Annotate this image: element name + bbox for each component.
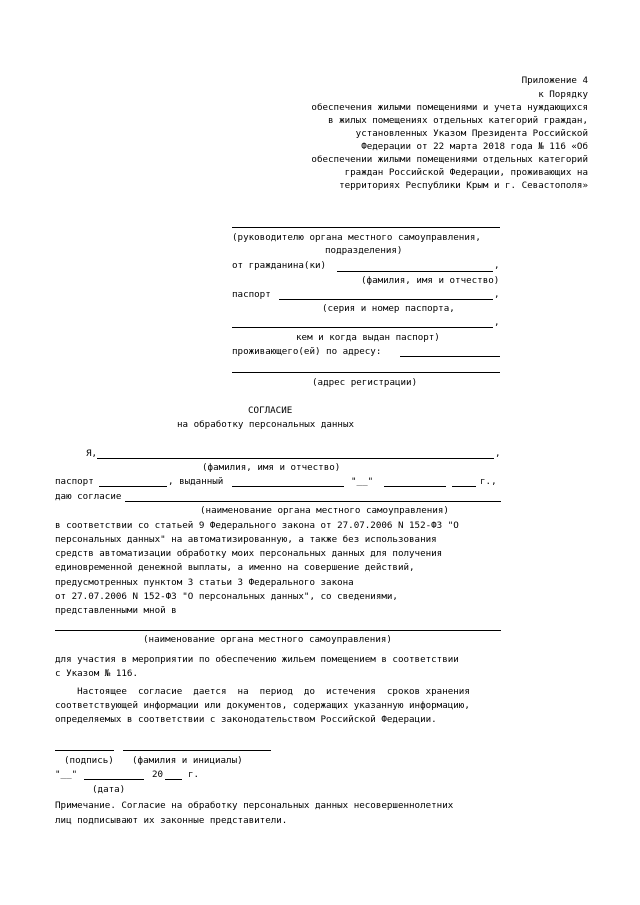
date-caption: (дата) [92, 784, 126, 795]
full-name-field[interactable] [97, 458, 494, 459]
fio-caption: (фамилия, имя и отчество) [361, 275, 500, 286]
comma: , [494, 260, 500, 271]
from-citizen-label: от гражданина(ки) [232, 260, 327, 271]
body-passport-label: паспорт [55, 476, 94, 487]
appendix-line: граждан Российской Федерации, проживающих на [344, 167, 588, 178]
body-line: представленными мной в [55, 605, 177, 616]
sign-day-field[interactable]: "__" [55, 769, 78, 780]
body-line: средств автоматизации обработку моих персональных данных для получения [55, 548, 443, 559]
appendix-line: обеспечении жилыми помещениями отдельных категорий [311, 154, 588, 165]
sign-month-field[interactable] [84, 779, 144, 780]
address-field[interactable] [400, 356, 500, 357]
signature-field[interactable] [55, 750, 114, 751]
issued-label: , выданный [168, 476, 224, 487]
body-line: определяемых в соответствии с законодательством Российской Федерации. [55, 714, 437, 725]
year-suffix: г., [480, 476, 497, 487]
comma: , [495, 448, 501, 459]
name-caption: (фамилия и инициалы) [132, 755, 243, 766]
passport-field[interactable] [279, 299, 493, 300]
body-line: в соответствии со статьей 9 Федерального закона от 27.07.2006 N 152-ФЗ "О [55, 520, 459, 531]
body-line: от 27.07.2006 N 152-ФЗ "О персональных данных", со сведениями, [55, 591, 398, 602]
org-caption: (наименование органа местного самоуправления) [200, 505, 449, 516]
address-field-2[interactable] [232, 372, 500, 373]
appendix-line: установленных Указом Президента Российской [355, 128, 588, 139]
body-fio-caption: (фамилия, имя и отчество) [202, 462, 341, 473]
body-line: предусмотренных пунктом 3 статьи 3 Федерального закона [55, 577, 354, 588]
head-caption-2: подразделения) [325, 245, 403, 256]
appendix-line: в жилых помещениях отдельных категорий граждан, [328, 115, 588, 126]
issued-by-field[interactable] [232, 486, 344, 487]
appendix-line: территориях Республики Крым и г. Севастополя» [339, 180, 588, 191]
consent-label: даю согласие [55, 491, 122, 502]
address-label: проживающего(ей) по адресу: [232, 346, 382, 357]
issued-caption: кем и когда выдан паспорт) [296, 332, 440, 343]
body-passport-field[interactable] [99, 486, 167, 487]
issue-day-field[interactable]: "__" [351, 476, 374, 487]
passport-issued-field[interactable] [232, 327, 493, 328]
issue-month-field[interactable] [384, 486, 446, 487]
passport-caption: (серия и номер паспорта, [322, 303, 455, 314]
body-line: с Указом № 116. [55, 668, 138, 679]
issue-year-field[interactable] [452, 486, 476, 487]
head-caption: (руководителю органа местного самоуправления, [232, 232, 481, 243]
sign-year-suffix: г. [188, 769, 200, 780]
appendix-line: обеспечения жилыми помещениями и учета нуждающихся [311, 102, 588, 113]
i-label: Я, [86, 448, 98, 459]
body-line: персональных данных" на автоматизированную, а также без использования [55, 534, 437, 545]
sign-year-field[interactable] [165, 779, 182, 780]
appendix-line: Федерации от 22 марта 2018 года № 116 «Об [361, 141, 588, 152]
org-caption-2: (наименование органа местного самоуправления) [143, 634, 392, 645]
comma: , [494, 289, 500, 300]
org-name-field[interactable] [55, 630, 501, 631]
appendix-line: Приложение 4 [521, 75, 588, 86]
year-prefix: 20 [152, 769, 164, 780]
passport-label: паспорт [232, 289, 271, 300]
appendix-line: к Порядку [538, 89, 588, 100]
consent-org-field[interactable] [125, 501, 501, 502]
body-line: единовременной денежной выплаты, а именно на совершение действий, [55, 562, 415, 573]
body-line: для участия в мероприятии по обеспечению жильем помещением в соответствии [55, 654, 459, 665]
document-title: СОГЛАСИЕ [248, 405, 293, 416]
name-initials-field[interactable] [123, 750, 271, 751]
body-line: Настоящее согласие дается на период до истечения сроков хранения [55, 686, 470, 697]
address-caption: (адрес регистрации) [312, 377, 418, 388]
sign-caption: (подпись) [64, 755, 114, 766]
body-line: соответствующей информации или документов, содержащих указанную информацию, [55, 700, 470, 711]
comma: , [494, 317, 500, 328]
citizen-name-field[interactable] [337, 271, 493, 272]
document-subtitle: на обработку персональных данных [177, 419, 355, 430]
note-line: лиц подписывают их законные представители. [55, 815, 288, 826]
head-name-field[interactable] [232, 227, 500, 228]
note-line: Примечание. Согласие на обработку персональных данных несовершеннолетних [55, 800, 454, 811]
